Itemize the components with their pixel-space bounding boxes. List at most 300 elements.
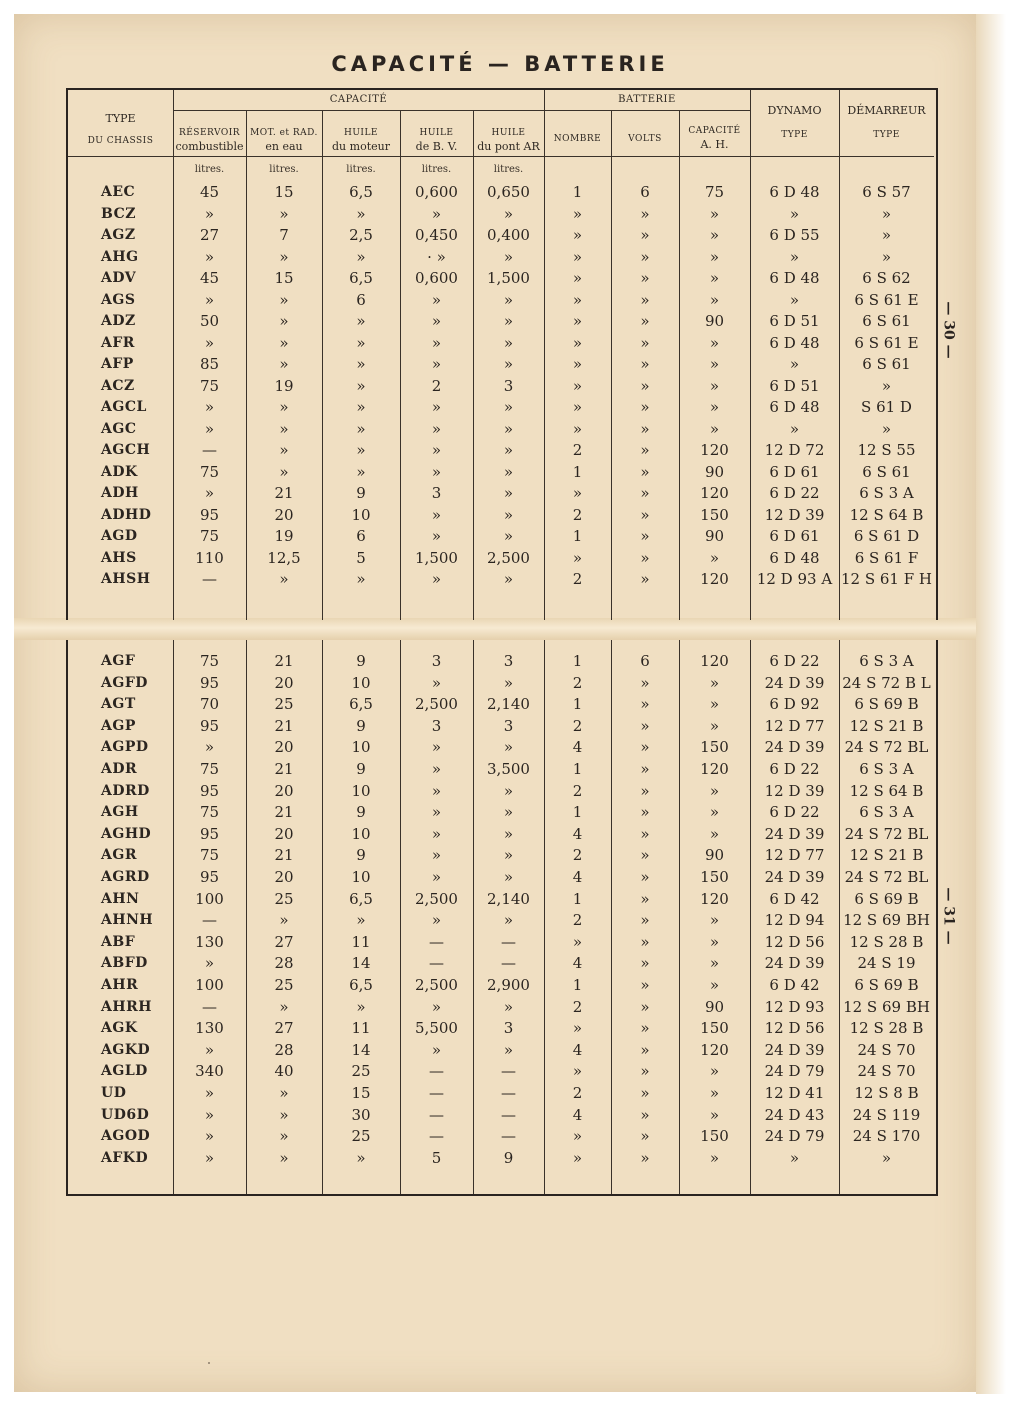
cell-huile-pont: —: [501, 932, 516, 951]
cell-dynamo: 12 D 56: [764, 932, 825, 951]
cell-mot-rad: 20: [274, 824, 294, 843]
cell-mot-rad: 27: [274, 932, 294, 951]
cell-mot-rad: »: [279, 570, 289, 588]
cell-huile-bv: »: [431, 355, 442, 373]
cell-mot-rad: »: [279, 1084, 289, 1102]
cell-volts: »: [640, 673, 650, 692]
cell-chassis-type: AGR: [101, 847, 137, 864]
cell-huile-bv: 3: [431, 484, 442, 502]
cell-nombre: »: [572, 355, 583, 373]
cell-dynamo: »: [789, 247, 800, 266]
cell-reservoir: »: [204, 290, 215, 309]
cell-huile-bv: 1,500: [415, 548, 458, 567]
cell-capacite-ah: »: [709, 226, 720, 244]
cell-huile-pont: »: [503, 247, 514, 266]
cell-huile-moteur: »: [356, 398, 366, 416]
cell-volts: 6: [640, 183, 650, 201]
cell-huile-bv: 5: [431, 1148, 442, 1167]
cell-volts: »: [640, 1019, 650, 1038]
cell-capacite-ah: »: [709, 1148, 720, 1167]
cell-volts: »: [640, 548, 650, 567]
cell-capacite-ah: »: [709, 803, 720, 822]
cell-mot-rad: 20: [274, 673, 294, 692]
cell-mot-rad: »: [279, 1127, 289, 1146]
cell-huile-bv: —: [429, 1062, 444, 1081]
cell-capacite-ah: 120: [700, 570, 729, 588]
cell-nombre: »: [572, 398, 583, 416]
cell-mot-rad: 20: [274, 505, 294, 524]
cell-huile-moteur: 11: [351, 932, 371, 951]
cell-reservoir: 95: [199, 673, 220, 692]
cell-capacite-ah: »: [709, 781, 720, 800]
cell-demarreur: 6 S 3 A: [859, 803, 914, 822]
header-nombre: NOMBRE: [553, 134, 602, 144]
cell-nombre: 1: [572, 183, 583, 201]
cell-volts: »: [640, 1084, 650, 1102]
table-row: [68, 909, 936, 931]
cell-huile-moteur: »: [356, 1148, 366, 1167]
cell-reservoir: »: [204, 333, 215, 352]
cell-huile-bv: 0,600: [415, 183, 458, 201]
cell-huile-moteur: »: [356, 997, 366, 1016]
cell-huile-moteur: 6,5: [349, 183, 373, 201]
cell-huile-pont: »: [503, 204, 514, 223]
header-capacite: CAPACITÉ: [329, 94, 388, 105]
cell-mot-rad: »: [279, 204, 289, 223]
cell-demarreur: »: [881, 226, 892, 244]
cell-capacite-ah: 120: [700, 760, 729, 778]
cell-mot-rad: »: [279, 441, 289, 459]
cell-mot-rad: 21: [274, 652, 294, 670]
cell-volts: »: [640, 781, 650, 800]
table-row: [68, 353, 936, 375]
cell-chassis-type: AHS: [101, 549, 137, 566]
cell-chassis-type: ACZ: [101, 377, 135, 394]
cell-nombre: »: [572, 312, 583, 330]
table-row: [68, 461, 936, 483]
cell-huile-bv: 3: [431, 716, 442, 735]
cell-reservoir: »: [204, 738, 215, 757]
cell-dynamo: »: [789, 204, 800, 223]
header-huile-bv: HUILE: [419, 128, 454, 138]
cell-huile-bv: »: [431, 868, 442, 886]
cell-dynamo: 24 D 79: [764, 1062, 825, 1081]
cell-chassis-type: AGZ: [101, 227, 136, 243]
cell-volts: »: [640, 1148, 650, 1167]
cell-huile-pont: »: [503, 673, 514, 692]
cell-reservoir: 130: [195, 932, 224, 951]
cell-nombre: 2: [572, 673, 583, 692]
cell-chassis-type: AHN: [101, 890, 140, 907]
cell-huile-bv: 2: [431, 376, 442, 395]
cell-dynamo: »: [789, 1148, 800, 1167]
cell-huile-bv: · »: [427, 247, 446, 266]
cell-capacite-ah: 90: [704, 997, 725, 1016]
cell-mot-rad: 15: [274, 269, 294, 287]
cell-huile-pont: 2,140: [487, 695, 530, 714]
cell-huile-bv: »: [431, 1040, 442, 1059]
cell-volts: »: [640, 846, 650, 865]
cell-nombre: »: [572, 1062, 583, 1081]
cell-nombre: »: [572, 484, 583, 502]
cell-mot-rad: 27: [274, 1019, 294, 1038]
cell-mot-rad: 21: [274, 716, 294, 735]
cell-huile-moteur: »: [356, 376, 366, 395]
cell-mot-rad: 21: [274, 846, 294, 865]
header-volts: VOLTS: [628, 134, 662, 144]
cell-volts: »: [640, 462, 650, 481]
cell-chassis-type: AGRD: [101, 869, 150, 885]
cell-mot-rad: »: [279, 419, 289, 438]
cell-volts: »: [640, 803, 650, 822]
cell-huile-moteur: »: [356, 419, 366, 438]
cell-chassis-type: ADV: [101, 270, 137, 286]
cell-nombre: 2: [572, 997, 583, 1016]
cell-mot-rad: 21: [274, 760, 294, 778]
cell-mot-rad: 25: [274, 695, 294, 714]
cell-mot-rad: »: [279, 333, 289, 352]
unit-litres: litres.: [194, 164, 225, 175]
cell-capacite-ah: »: [709, 1105, 720, 1124]
cell-chassis-type: AFR: [101, 334, 135, 351]
cell-reservoir: —: [202, 911, 217, 930]
cell-reservoir: »: [204, 1040, 215, 1059]
header-motrad-sub: en eau: [265, 140, 303, 153]
cell-huile-pont: »: [503, 570, 514, 588]
cell-nombre: 4: [572, 1105, 583, 1124]
cell-demarreur: 6 S 3 A: [859, 484, 914, 502]
cell-chassis-type: AGPD: [101, 739, 149, 756]
cell-huile-moteur: 6,5: [349, 889, 373, 908]
cell-reservoir: »: [204, 398, 215, 416]
cell-chassis-type: AGLD: [101, 1063, 148, 1080]
cell-demarreur: 24 S 119: [852, 1105, 921, 1124]
cell-demarreur: 12 S 69 BH: [843, 911, 930, 930]
cell-chassis-type: AGT: [101, 696, 136, 713]
cell-reservoir: 95: [199, 868, 220, 886]
cell-demarreur: »: [881, 204, 892, 223]
cell-demarreur: 6 S 61 E: [854, 333, 919, 352]
header-motrad: MOT. et RAD.: [250, 128, 318, 138]
cell-huile-moteur: »: [356, 312, 366, 330]
cell-mot-rad: 12,5: [267, 548, 301, 567]
cell-reservoir: 95: [199, 781, 220, 800]
cell-huile-pont: »: [503, 781, 514, 800]
cell-reservoir: 75: [199, 760, 220, 778]
cell-mot-rad: »: [279, 1148, 289, 1167]
cell-capacite-ah: »: [709, 976, 720, 994]
cell-mot-rad: 28: [274, 954, 294, 973]
cell-huile-bv: »: [431, 997, 442, 1016]
cell-demarreur: 24 S 72 BL: [844, 738, 929, 757]
page-edge: [976, 14, 1006, 1394]
cell-nombre: 2: [572, 570, 583, 588]
cell-chassis-type: BCZ: [101, 205, 136, 222]
cell-capacite-ah: 150: [700, 505, 729, 524]
cell-huile-moteur: 9: [356, 716, 366, 735]
cell-huile-bv: —: [429, 1084, 444, 1102]
cell-chassis-type: AHR: [101, 977, 139, 993]
cell-mot-rad: 25: [274, 976, 294, 994]
cell-reservoir: 75: [199, 462, 220, 481]
page-fold: [14, 618, 976, 640]
cell-reservoir: 50: [199, 312, 220, 330]
cell-volts: »: [640, 997, 650, 1016]
cell-reservoir: »: [204, 954, 215, 973]
cell-huile-moteur: 9: [356, 760, 366, 778]
cell-reservoir: 110: [195, 548, 224, 567]
cell-reservoir: »: [204, 204, 215, 223]
table-row: [68, 525, 936, 547]
cell-demarreur: 24 S 72 BL: [844, 868, 929, 886]
cell-nombre: »: [572, 932, 583, 951]
cell-demarreur: 24 S 170: [852, 1127, 921, 1146]
cell-huile-pont: 3,500: [487, 760, 530, 778]
cell-demarreur: 6 S 61: [862, 462, 911, 481]
cell-volts: »: [640, 484, 650, 502]
cell-dynamo: 6 D 61: [769, 462, 820, 481]
cell-reservoir: 45: [199, 183, 220, 201]
cell-huile-bv: 2,500: [415, 695, 458, 714]
table-row: [68, 974, 936, 996]
cell-capacite-ah: 120: [700, 652, 729, 670]
cell-huile-moteur: 25: [351, 1127, 371, 1146]
table-row: [68, 396, 936, 418]
cell-dynamo: 12 D 77: [764, 846, 825, 865]
header-demarreur: DÉMARREUR: [847, 104, 926, 117]
cell-huile-pont: »: [503, 997, 514, 1016]
cell-huile-bv: »: [431, 911, 442, 930]
table-row: [68, 439, 936, 461]
cell-mot-rad: 19: [274, 527, 294, 545]
cell-huile-pont: »: [503, 484, 514, 502]
cell-reservoir: »: [204, 1148, 215, 1167]
cell-volts: »: [640, 505, 650, 524]
cell-reservoir: 75: [199, 527, 220, 545]
cell-huile-pont: »: [503, 527, 514, 545]
cell-huile-pont: 0,400: [487, 226, 530, 244]
cell-huile-moteur: 14: [351, 1040, 371, 1059]
cell-capacite-ah: 150: [700, 738, 729, 757]
cell-huile-moteur: 25: [351, 1062, 371, 1081]
cell-mot-rad: »: [279, 312, 289, 330]
cell-demarreur: 6 S 61 D: [853, 527, 920, 545]
cell-capacite-ah: 150: [700, 1019, 729, 1038]
cell-nombre: 4: [572, 738, 583, 757]
cell-mot-rad: 21: [274, 803, 294, 822]
cell-huile-moteur: 30: [351, 1105, 371, 1124]
cell-volts: »: [640, 312, 650, 330]
cell-huile-moteur: »: [356, 570, 366, 588]
cell-chassis-type: AGCL: [101, 399, 147, 415]
cell-huile-pont: 2,900: [487, 976, 530, 994]
cell-dynamo: 12 D 39: [764, 505, 825, 524]
cell-chassis-type: AGF: [101, 653, 136, 669]
cell-nombre: 4: [572, 954, 583, 973]
header-huile-pont-sub: du pont AR: [477, 140, 540, 153]
header-capacite-ah: CAPACITÉ: [688, 126, 741, 136]
cell-huile-pont: »: [503, 846, 514, 865]
cell-chassis-type: ADHD: [101, 506, 152, 523]
table-row: [68, 650, 936, 672]
cell-reservoir: 85: [199, 355, 220, 373]
cell-dynamo: 6 D 51: [769, 376, 820, 395]
cell-huile-moteur: 11: [351, 1019, 371, 1038]
cell-huile-bv: »: [431, 824, 442, 843]
cell-capacite-ah: »: [709, 911, 720, 930]
cell-demarreur: »: [881, 419, 892, 438]
cell-capacite-ah: 150: [700, 1127, 729, 1146]
cell-huile-moteur: »: [356, 355, 366, 373]
cell-dynamo: »: [789, 290, 800, 309]
cell-huile-bv: »: [431, 673, 442, 692]
cell-chassis-type: AGOD: [101, 1128, 151, 1145]
cell-chassis-type: ADK: [101, 463, 138, 480]
cell-nombre: 1: [572, 760, 583, 778]
cell-huile-bv: »: [431, 441, 442, 459]
cell-demarreur: 6 S 3 A: [859, 652, 914, 670]
table-row: [68, 418, 936, 440]
cell-huile-bv: 2,500: [415, 889, 458, 908]
cell-capacite-ah: 120: [700, 484, 729, 502]
cell-demarreur: 6 S 61: [862, 312, 911, 330]
cell-volts: »: [640, 204, 650, 223]
cell-huile-pont: »: [503, 441, 514, 459]
cell-capacite-ah: »: [709, 824, 720, 843]
table-row: [68, 780, 936, 802]
cell-huile-pont: 1,500: [487, 269, 530, 287]
cell-nombre: 2: [572, 505, 583, 524]
cell-nombre: »: [572, 204, 583, 223]
cell-nombre: 2: [572, 911, 583, 930]
cell-reservoir: —: [202, 570, 217, 588]
cell-huile-bv: »: [431, 419, 442, 438]
cell-volts: »: [640, 1040, 650, 1059]
table-row: [68, 823, 936, 845]
cell-dynamo: 6 D 22: [769, 760, 820, 778]
cell-mot-rad: 20: [274, 738, 294, 757]
cell-huile-pont: —: [501, 1127, 516, 1146]
cell-chassis-type: AFP: [101, 356, 134, 372]
cell-capacite-ah: »: [709, 398, 720, 416]
cell-demarreur: 12 S 28 B: [849, 932, 924, 951]
cell-chassis-type: AGKD: [101, 1041, 151, 1058]
cell-huile-moteur: »: [356, 462, 366, 481]
cell-huile-moteur: 9: [356, 484, 366, 502]
cell-capacite-ah: 90: [704, 527, 725, 545]
cell-volts: »: [640, 716, 650, 735]
cell-volts: »: [640, 889, 650, 908]
cell-capacite-ah: »: [709, 333, 720, 352]
cell-volts: »: [640, 911, 650, 930]
cell-reservoir: »: [204, 484, 215, 502]
cell-capacite-ah: 75: [704, 183, 725, 201]
cell-huile-pont: »: [503, 505, 514, 524]
cell-chassis-type: AGS: [101, 291, 136, 308]
cell-dynamo: 6 D 61: [769, 527, 820, 545]
cell-mot-rad: 25: [274, 889, 294, 908]
table-row: [68, 246, 936, 268]
table-row: [68, 1060, 936, 1082]
cell-chassis-type: AGHD: [101, 825, 152, 842]
cell-capacite-ah: »: [709, 419, 720, 438]
cell-demarreur: 6 S 61 F: [854, 548, 919, 567]
cell-chassis-type: AHRH: [101, 998, 152, 1015]
header-batterie: BATTERIE: [618, 94, 676, 105]
page-number-31: — 31 —: [940, 887, 957, 945]
cell-dynamo: 12 D 39: [764, 781, 825, 800]
cell-mot-rad: »: [279, 1105, 289, 1124]
cell-nombre: 1: [572, 695, 583, 714]
cell-capacite-ah: »: [709, 247, 720, 266]
cell-dynamo: 12 D 77: [764, 716, 825, 735]
cell-mot-rad: 21: [274, 484, 294, 502]
cell-chassis-type: AGP: [101, 717, 136, 734]
cell-demarreur: 24 S 72 B L: [842, 673, 931, 692]
table-row: [68, 224, 936, 246]
table-row: [68, 1104, 936, 1126]
cell-huile-bv: »: [431, 312, 442, 330]
header-dynamo-sub: TYPE: [781, 130, 808, 140]
cell-huile-pont: »: [503, 803, 514, 822]
cell-nombre: 1: [572, 803, 583, 822]
cell-chassis-type: AEC: [101, 184, 136, 200]
cell-volts: »: [640, 954, 650, 973]
cell-volts: »: [640, 527, 650, 545]
table-row: [68, 547, 936, 569]
table-row: [68, 801, 936, 823]
cell-huile-bv: —: [429, 932, 444, 951]
cell-dynamo: 6 D 92: [769, 695, 820, 714]
table-row: [68, 1125, 936, 1147]
cell-huile-moteur: 6: [356, 527, 366, 545]
cell-mot-rad: »: [279, 355, 289, 373]
cell-mot-rad: 20: [274, 781, 294, 800]
cell-dynamo: 6 D 51: [769, 312, 820, 330]
table-row: [68, 310, 936, 332]
cell-volts: »: [640, 932, 650, 951]
cell-demarreur: 12 S 64 B: [849, 781, 924, 800]
cell-nombre: »: [572, 247, 583, 266]
cell-huile-bv: 0,600: [415, 269, 458, 287]
cell-nombre: »: [572, 333, 583, 352]
unit-litres: litres.: [493, 164, 524, 175]
cell-huile-moteur: »: [356, 333, 366, 352]
cell-huile-moteur: 9: [356, 846, 366, 865]
cell-chassis-type: AGC: [101, 420, 137, 437]
cell-huile-bv: »: [431, 398, 442, 416]
cell-huile-pont: 3: [503, 1019, 514, 1038]
cell-dynamo: 6 D 48: [769, 183, 820, 201]
cell-reservoir: »: [204, 1084, 215, 1102]
cell-huile-pont: 2,140: [487, 889, 530, 908]
page-title: CAPACITÉ — BATTERIE: [331, 52, 669, 76]
cell-dynamo: 6 D 22: [769, 803, 820, 822]
cell-volts: »: [640, 290, 650, 309]
cell-chassis-type: UD6D: [101, 1106, 150, 1123]
cell-capacite-ah: »: [709, 716, 720, 735]
cell-reservoir: 75: [199, 846, 220, 865]
cell-chassis-type: AHNH: [101, 912, 154, 929]
cell-volts: »: [640, 570, 650, 588]
cell-mot-rad: »: [279, 247, 289, 266]
cell-nombre: 1: [572, 976, 583, 994]
cell-reservoir: 45: [199, 269, 220, 287]
cell-reservoir: —: [202, 441, 217, 459]
cell-dynamo: 24 D 39: [764, 954, 825, 973]
page-number-30: — 30 —: [940, 301, 957, 359]
cell-demarreur: 6 S 69 B: [854, 976, 919, 994]
